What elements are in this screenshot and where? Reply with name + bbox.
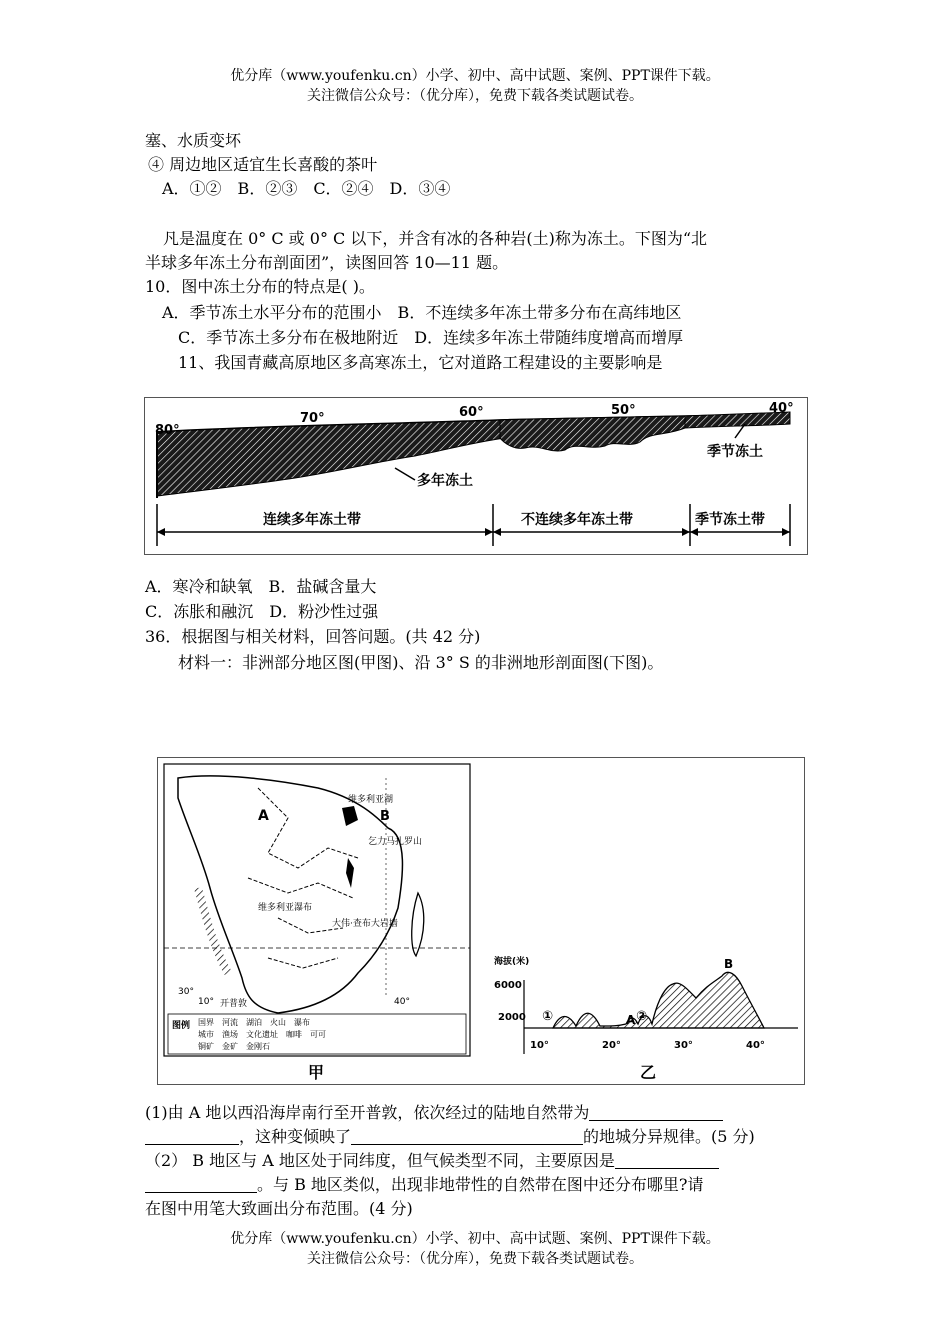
- intro-line-1: 凡是温度在 0° C 或 0° C 以下，并含有冰的各种岩(土)称为冻土。下图为“北: [163, 229, 708, 248]
- arrowhead: [690, 528, 698, 536]
- arrowhead: [493, 528, 501, 536]
- q10-options-cd: C．季节冻土多分布在极地附近 D．连续多年冻土带随纬度增高而增厚: [178, 328, 684, 347]
- answer-blank[interactable]: [351, 1128, 583, 1145]
- map-great-dike-label: 大伟·查布大岩墙: [332, 919, 398, 929]
- discontinuous-permafrost-area: [500, 416, 685, 451]
- sub2-line-1: [145, 1148, 719, 1171]
- map-victoria-falls-label: 维多利亚瀑布: [258, 903, 313, 913]
- permafrost-label: 多年冻土: [417, 473, 473, 489]
- q11-stem: 11、我国青藏高原地区多高寒冻土，它对道路工程建设的主要影响是: [178, 353, 663, 372]
- footer-line-2: 关注微信公众号：（优分库），免费下载各类试题试卷。: [307, 1251, 643, 1267]
- map-kilimanjaro-label: 乞力马扎罗山: [368, 837, 423, 847]
- lat-80-label: 80°: [155, 423, 180, 438]
- header-line-2: 关注微信公众号：（优分库），免费下载各类试题试卷。: [307, 88, 643, 104]
- legend-title: 图例: [172, 1021, 191, 1031]
- lat-50-label: 50°: [611, 403, 636, 418]
- lat-60-label: 60°: [459, 405, 484, 420]
- profile-y-6000: 6000: [494, 980, 522, 991]
- madagascar: [412, 893, 424, 956]
- answer-blank[interactable]: [145, 1176, 257, 1193]
- seasonal-frost-label: 季节冻土: [707, 444, 763, 460]
- permafrost-profile-svg: [145, 398, 807, 554]
- map-point-b: B: [380, 809, 390, 824]
- sub1-line-2: [145, 1124, 755, 1147]
- permafrost-profile-figure: [144, 397, 808, 555]
- sub1-text-c: 的地城分异规律。(5 分): [583, 1127, 755, 1146]
- profile-x-40: 40°: [746, 1040, 765, 1051]
- q10-stem: 10．图中冻土分布的特点是( )。: [145, 277, 375, 296]
- sub2-line-3: 在图中用笔大致画出分布范围。(4 分): [145, 1199, 413, 1218]
- profile-mark-1: ①: [542, 1009, 554, 1024]
- map-cape-town-label: 开普敦: [220, 999, 248, 1009]
- arrowhead: [782, 528, 790, 536]
- header-line-1: 优分库（www.youfenku.cn）小学、初中、高中试题、案例、PPT课件下载。: [230, 68, 720, 84]
- africa-coastline: [178, 776, 402, 1013]
- sub1-text-a: (1)由 A 地以西沿海岸南行至开普敦，依次经过的陆地自然带为: [145, 1103, 590, 1122]
- intro-line-2: 半球多年冻土分布剖面团”，读图回答 10—11 题。: [145, 253, 509, 272]
- lat-40-label: 40°: [769, 401, 794, 416]
- prev-option-4: ④ 周边地区适宜生长喜酸的茶叶: [148, 155, 378, 174]
- permafrost-leader: [395, 468, 415, 480]
- profile-terrain: [553, 972, 764, 1028]
- q11-options-ab: A．寒冷和缺氧 B．盐碱含量大: [145, 577, 377, 596]
- profile-title: 乙: [640, 1063, 657, 1082]
- answer-blank[interactable]: [615, 1152, 719, 1169]
- profile-mark-2: ②: [636, 1009, 648, 1024]
- sub1-text-b: ，这种变倾映了: [239, 1127, 352, 1146]
- africa-figure-svg: [158, 758, 804, 1084]
- map-title: 甲: [308, 1063, 325, 1082]
- map-point-a: A: [258, 808, 269, 824]
- q10-options-ab: A．季节冻土水平分布的范围小 B．不连续多年冻土带多分布在高纬地区: [162, 303, 682, 322]
- seasonal-zone-label: 季节冻土带: [695, 512, 765, 528]
- answer-blank[interactable]: [589, 1104, 723, 1121]
- profile-point-a: A: [626, 1013, 636, 1027]
- profile-point-b: B: [724, 957, 734, 971]
- profile-x-10: 10°: [530, 1040, 549, 1051]
- prev-option-text: 塞、水质变坏: [145, 131, 242, 150]
- legend-row-1: 国界 河流 湖泊 火山 瀑布: [198, 1018, 310, 1027]
- arrowhead: [682, 528, 690, 536]
- sub1-line-1: [145, 1100, 723, 1123]
- q11-options-cd: C．冻胀和融沉 D．粉沙性过强: [145, 602, 379, 621]
- discontinuous-zone-label: 不连续多年冻土带: [521, 512, 633, 528]
- footer-line-1: 优分库（www.youfenku.cn）小学、初中、高中试题、案例、PPT课件下载。: [230, 1231, 720, 1247]
- sub2-text-b: 。与 B 地区类似，出现非地带性的自然带在图中还分布哪里?请: [257, 1175, 704, 1194]
- map-lat30-label: 30°: [178, 987, 194, 997]
- map-lon40-label: 40°: [394, 997, 410, 1007]
- profile-x-30: 30°: [674, 1040, 693, 1051]
- q36-stem: 36．根据图与相关材料，回答问题。(共 42 分): [145, 627, 481, 646]
- legend-row-3: 铜矿 金矿 金刚石: [198, 1042, 270, 1051]
- arrowhead: [157, 528, 165, 536]
- map-lon10-label: 10°: [198, 997, 214, 1007]
- answer-blank[interactable]: [145, 1128, 239, 1145]
- legend-row-2: 城市 渔场 文化遗址 咖啡 可可: [198, 1030, 326, 1039]
- q36-material: 材料一：非洲部分地区图(甲图)、沿 3° S 的非洲地形剖面图(下图)。: [178, 653, 664, 672]
- sub2-line-2: [145, 1172, 704, 1195]
- profile-y-label: 海拔(米): [494, 957, 530, 967]
- profile-y-2000: 2000: [498, 1012, 526, 1023]
- lat-70-label: 70°: [300, 411, 325, 426]
- profile-x-20: 20°: [602, 1040, 621, 1051]
- africa-figure: [157, 757, 805, 1085]
- prev-choices: A．①② B．②③ C．②④ D．③④: [162, 179, 451, 198]
- arrowhead: [485, 528, 493, 536]
- map-lake-victoria-label: 维多利亚湖: [348, 795, 394, 805]
- continuous-zone-label: 连续多年冻土带: [263, 512, 361, 528]
- sub2-text-a: （2） B 地区与 A 地区处于同纬度，但气候类型不同，主要原因是: [145, 1151, 615, 1170]
